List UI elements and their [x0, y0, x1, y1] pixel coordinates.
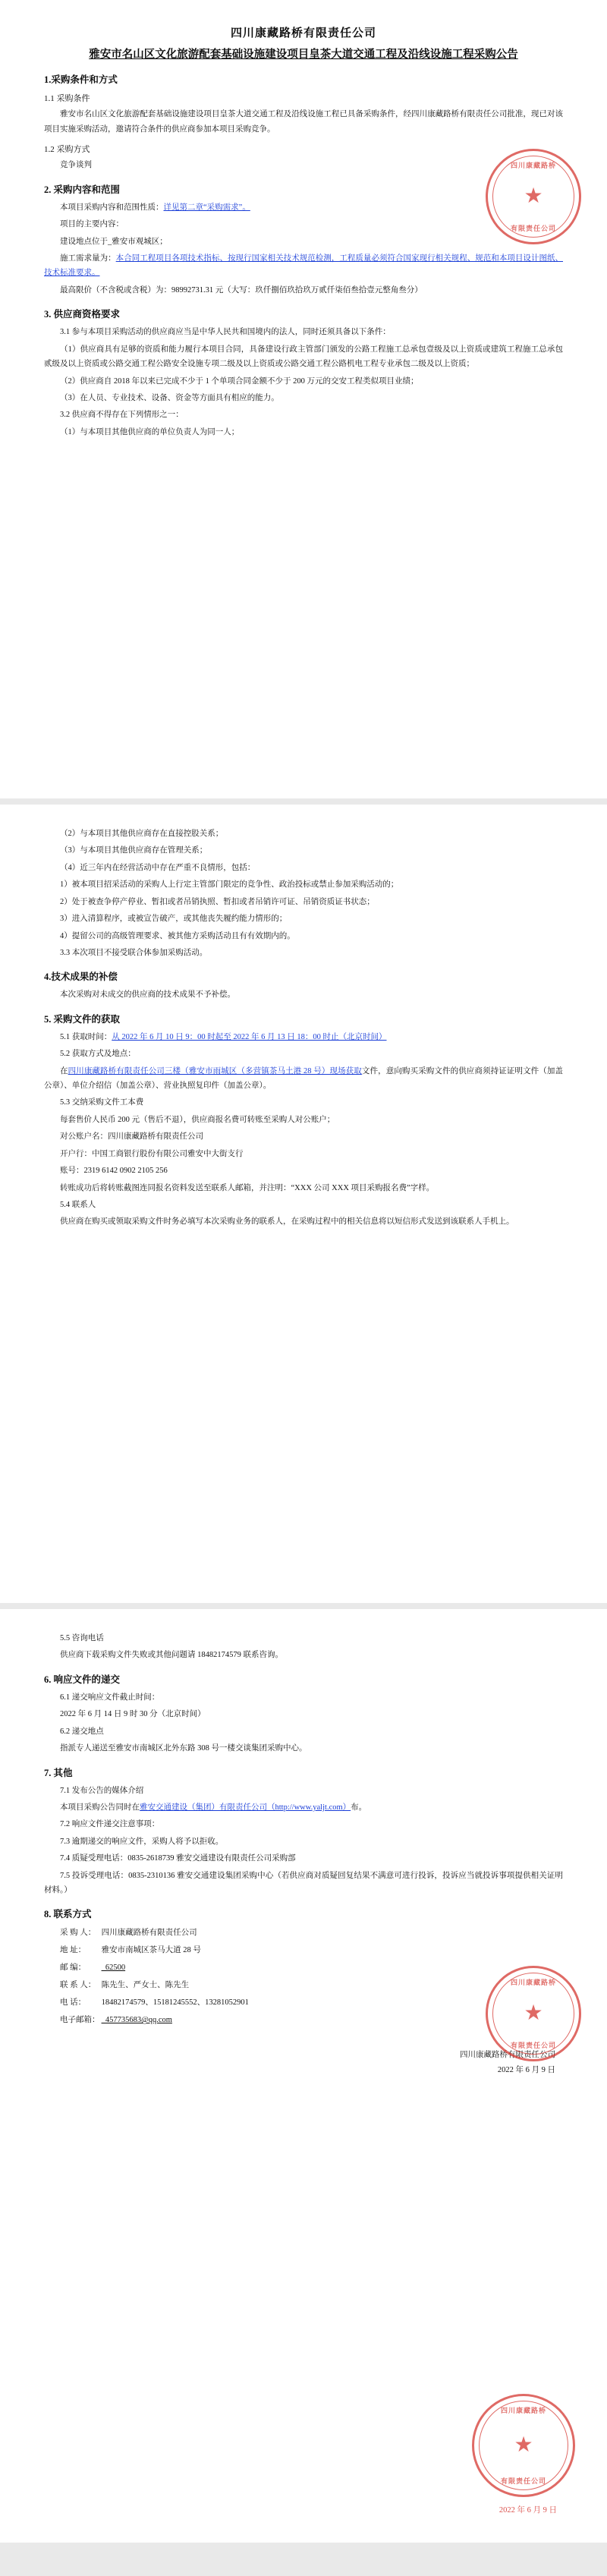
construction-label: 施工需求量为： [60, 254, 116, 263]
section-heading-8: 8. 联系方式 [44, 1909, 92, 1920]
seal-top-text: 四川康藏路桥 [510, 162, 556, 169]
paragraph-3-3: （2）供应商自 2018 年以来已完成不少于 1 个单项合同金额不少于 200 万元的交安工程类似项目业绩； [60, 376, 419, 386]
paragraph-5-1 [44, 1030, 563, 1044]
document-title: 雅安市名山区文化旅游配套基础设施建设项目皇茶大道交通工程及沿线设施工程采购公告 [89, 49, 518, 61]
section-heading-3: 3. 供应商资格要求 [44, 309, 121, 320]
paragraph-3b-3: （4）近三年内在经营活动中存在严重不良情形，包括： [60, 863, 256, 872]
paragraph-6-3: 6.2 递交地点 [60, 1727, 104, 1736]
paragraph-6-1: 6.1 递交响应文件截止时间： [60, 1693, 160, 1702]
paragraph-5-7: 开户行：中国工商银行股份有限公司雅安中大街支行 [60, 1149, 244, 1158]
contact-value: 雅安市南城区茶马大道 28 号 [101, 1946, 201, 1955]
paragraph-5-5: 每套售价人民币 200 元（售后不退），供应商报名费可转账至采购人对公账户； [60, 1115, 335, 1124]
contact-row [60, 1960, 563, 1976]
paragraph-4-1: 本次采购对未成交的供应商的技术成果不予补偿。 [60, 990, 235, 1000]
contact-key: 邮 编： [60, 1963, 86, 1973]
paragraph-3-6: （1）与本项目其他供应商的单位负责人为同一人； [60, 427, 240, 436]
paragraph-6-2: 2022 年 6 月 14 日 9 时 30 分（北京时间） [60, 1710, 206, 1719]
seal-star-icon: ★ [524, 2001, 543, 2025]
contact-value: 陈先生、严女士、陈先生 [101, 1981, 190, 1990]
paragraph-5c-1: 5.5 咨询电话 [60, 1634, 104, 1642]
acquire-time-label: 5.1 获取时间： [60, 1032, 112, 1041]
acquire-place-pre: 在 [60, 1066, 68, 1075]
paragraph-5-2: 5.2 获取方式及地点： [60, 1050, 136, 1059]
seal-bottom-text: 有限责任公司 [510, 2042, 556, 2049]
paragraph-3-4: （3）在人员、专业技术、设备、资金等方面具有相应的能力。 [60, 393, 279, 402]
paragraph-7-4: 7.3 逾期递交的响应文件，采购人将予以拒收。 [60, 1837, 224, 1846]
page-section-3 [0, 1609, 607, 2543]
contact-row [60, 2012, 563, 2028]
signature-block [44, 2048, 563, 2078]
seal-bottom-text: 有限责任公司 [500, 2477, 546, 2485]
seal-date-stamp: 2022 年 6 月 9 日 [498, 2506, 557, 2515]
subsection-1-2: 1.2 采购方式 [44, 145, 90, 155]
contact-row [60, 1995, 563, 2011]
paragraph-3b-4: 1）被本项目招采活动的采购人上行定主管部门限定的竞争性、政治投标或禁止参加采购活动的； [60, 880, 399, 890]
section-heading-1: 1.采购条件和方式 [44, 74, 118, 86]
paragraph-7-2 [44, 1800, 563, 1815]
section-heading-2: 2. 采购内容和范围 [44, 184, 121, 195]
section-heading-4: 4.技术成果的补偿 [44, 972, 118, 983]
notice-post: 布。 [351, 1803, 367, 1812]
paragraph-5-10: 5.4 联系人 [60, 1201, 96, 1210]
page-section-2 [0, 805, 607, 1609]
notice-website-link[interactable]: 雅安交通建设（集团）有限责任公司（http://www.yaljt.com） [140, 1803, 351, 1812]
contact-key: 电子邮箱： [60, 2016, 100, 2025]
notice-pre: 本项目采购公告同时在 [60, 1803, 140, 1812]
footer-date: 2022 年 6 月 9 日 [497, 2066, 555, 2075]
paragraph-3-1: 3.1 参与本项目采购活动的供应商应当是中华人民共和国境内的法人，同时还须具备以下条件： [60, 328, 391, 337]
seal-top-text: 四川康藏路桥 [500, 2407, 546, 2414]
contact-key: 联 系 人： [60, 1981, 96, 1990]
paragraph-5-6: 对公账户名：四川康藏路桥有限责任公司 [60, 1132, 203, 1142]
scope-link[interactable]: 详见第二章“采购需求”。 [163, 203, 250, 212]
paragraph-3b-1: （2）与本项目其他供应商存在直接控股关系； [60, 830, 224, 838]
paragraph-5-9: 转账成功后将转账截图连同报名资料发送至联系人邮箱，并注明：“XXX 公司 XXX 项目采购报名费”字样。 [60, 1183, 435, 1192]
construction-link[interactable]: 本合同工程项目各项技术指标、按现行国家相关技术规范检测，工程质量必须符合国家现行相关规程、规范和本项目设计图纸、技术标准要求。 [44, 254, 563, 278]
paragraph-2-2: 项目的主要内容： [60, 220, 124, 229]
seal-top-text: 四川康藏路桥 [510, 1979, 556, 1986]
contact-value: _62500 [101, 1963, 126, 1973]
section-heading-5: 5. 采购文件的获取 [44, 1013, 121, 1025]
contact-value: 18482174579、15181245552、13281052901 [101, 1998, 249, 2008]
subsection-1-1: 1.1 采购条件 [44, 94, 90, 104]
acquire-place-post: 文件，意向购买采购文件的供应商须持证证明文件（加盖公章）、单位介绍信（加盖公章）、营业执照复印件（加盖公章）。 [44, 1066, 564, 1091]
company-title: 四川康藏路桥有限责任公司 [230, 27, 376, 39]
company-seal [472, 2394, 575, 2497]
paragraph-5-3 [44, 1064, 563, 1094]
paragraph-7-1: 7.1 发布公告的媒体介绍 [60, 1786, 144, 1795]
seal-inner-ring [479, 2401, 568, 2490]
scope-label: 本项目采购内容和范围性质： [60, 203, 164, 212]
paragraph-5-4: 5.3 交纳采购文件工本费 [60, 1098, 144, 1107]
paragraph-1-1: 雅安市名山区文化旅游配套基础设施建设项目皇茶大道交通工程及沿线设施工程已具备采购条件，经四川康藏路桥有限责任公司批准，现已对该项目实施采购活动，邀请符合条件的供应商参加本项目采购竞争。 [44, 110, 563, 134]
paragraph-5-8: 账号：2319 6142 0902 2105 256 [60, 1167, 168, 1176]
contact-value: 四川康藏路桥有限责任公司 [101, 1929, 197, 1938]
seal-star-icon: ★ [524, 184, 543, 208]
acquire-time-value[interactable]: 从 2022 年 6 月 10 日 9：00 时起至 2022 年 6 月 13 日 18：00 时止（北京时间） [112, 1032, 387, 1041]
section-heading-6: 6. 响应文件的递交 [44, 1674, 121, 1685]
paragraph-2-5: 最高限价（不含税或含税）为：98992731.31 元（大写：玖仟捌佰玖拾玖万贰仟柒佰叁拾壹元整角叁分） [60, 285, 423, 294]
contact-key: 电 话： [60, 1998, 86, 2008]
page-section-1 [0, 0, 607, 805]
paragraph-3b-7: 4）提留公司的高级管理要求、被其他方采购活动且有有效期内的。 [60, 931, 295, 940]
paragraph-6-4: 指派专人递送至雅安市南城区北外东路 308 号一楼交谈集团采购中心。 [60, 1744, 307, 1753]
paragraph-7-3: 7.2 响应文件递交注意事项： [60, 1820, 160, 1829]
footer-company: 四川康藏路桥有限责任公司 [460, 2051, 555, 2060]
contact-key: 地 址： [60, 1946, 86, 1955]
contact-value: _457735683@qq.com [101, 2016, 172, 2025]
paragraph-3b-6: 3）进入清算程序，或被宣告破产，或其他丧失履约能力情形的； [60, 915, 288, 924]
seal-star-icon: ★ [514, 2433, 533, 2457]
section-heading-7: 7. 其他 [44, 1767, 73, 1778]
paragraph-7-6: 7.5 投诉受理电话：0835-2310136 雅安交通建设集团采购中心（若供应商对质疑回复结果不满意可进行投诉，投诉应当就投诉事项提供相关证明材料。） [44, 1871, 563, 1895]
paragraph-2-1 [44, 200, 563, 215]
paragraph-3b-8: 3.3 本次项目不接受联合体参加采购活动。 [60, 948, 208, 957]
paragraph-5-11: 供应商在购买或领取采购文件时务必填写本次采购业务的联系人，在采购过程中的相关信息将以短信形式发送到该联系人手机上。 [60, 1217, 514, 1227]
contact-row [60, 1942, 563, 1958]
paragraph-3b-5: 2）处于被查争停产停业、暂扣或者吊销执照、暂扣或者吊销许可证、吊销资质证书状态； [60, 897, 375, 906]
paragraph-2-3: 建设地点位于_雅安市观城区； [60, 237, 168, 246]
paragraph-7-5: 7.4 质疑受理电话：0835-2618739 雅安交通建设有限责任公司采购部 [60, 1854, 296, 1863]
paragraph-2-4 [44, 251, 563, 281]
acquire-place-link[interactable]: 四川康藏路桥有限责任公司三楼（雅安市雨城区（多营镇茶马土港 28 号）现场获取 [68, 1066, 362, 1075]
paragraph-3-5: 3.2 供应商不得存在下列情形之一： [60, 411, 184, 420]
paragraph-3-2: （1）供应商具有足够的资质和能力履行本项目合同，具备建设行政主管部门颁发的公路工程施工总承包壹级及以上资质或建筑工程施工总承包贰级及以上资质或公路交通工程公路安全设施专项二级及以上资质或公路交通工程公路机电工程专业承包二级及以上资质； [44, 345, 563, 369]
contact-key: 采 购 人： [60, 1929, 96, 1938]
contact-row [60, 1925, 563, 1941]
paragraph-5c-2: 供应商下载采购文件失败或其他问题请 18482174579 联系咨询。 [60, 1651, 283, 1660]
seal-bottom-text: 有限责任公司 [510, 225, 556, 232]
contact-row [60, 1977, 563, 1993]
paragraph-3b-2: （3）与本项目其他供应商存在管理关系； [60, 846, 208, 855]
paragraph-1-2: 竞争谈判 [60, 161, 92, 170]
